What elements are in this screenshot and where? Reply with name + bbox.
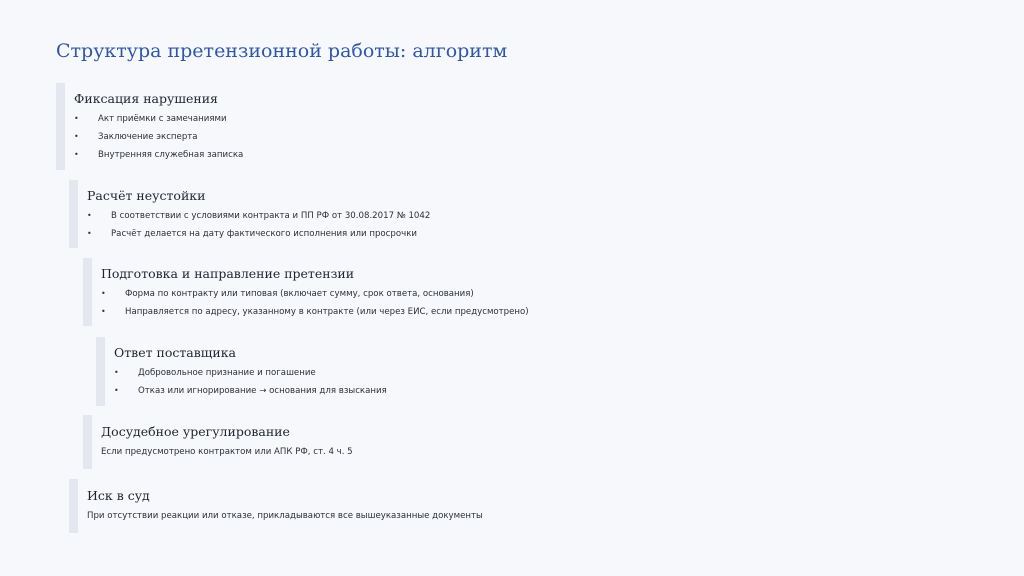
- step-heading: Ответ поставщика: [114, 345, 236, 360]
- step-heading: Фиксация нарушения: [74, 91, 218, 106]
- step-violation-recording: [56, 83, 243, 170]
- bullet-icon: •: [101, 289, 106, 298]
- step-penalty-calculation: [69, 180, 430, 248]
- bullet-icon: •: [101, 307, 106, 316]
- step-claim-preparation: [83, 258, 529, 326]
- step-list: [87, 207, 430, 243]
- list-item: • В соответствии с условиями контракта и ПП РФ от 30.08.2017 № 1042: [87, 207, 430, 225]
- list-item: • Акт приёмки с замечаниями: [74, 110, 243, 128]
- step-heading: Досудебное урегулирование: [101, 424, 290, 439]
- step-heading: Расчёт неустойки: [87, 188, 206, 203]
- step-pretrial-settlement: [83, 415, 353, 469]
- step-list: [114, 364, 387, 400]
- bullet-icon: •: [74, 132, 79, 141]
- bullet-icon: •: [87, 229, 92, 238]
- step-supplier-response: [96, 337, 387, 406]
- bullet-icon: •: [114, 386, 119, 395]
- page-title: Структура претензионной работы: алгоритм: [56, 40, 508, 62]
- bullet-icon: •: [74, 150, 79, 159]
- list-item: • Расчёт делается на дату фактического исполнения или просрочки: [87, 225, 430, 243]
- bullet-icon: •: [114, 368, 119, 377]
- list-item: • Отказ или игнорирование → основания для взыскания: [114, 382, 387, 400]
- list-item: • Заключение эксперта: [74, 128, 243, 146]
- step-description: Если предусмотрено контрактом или АПК РФ, ст. 4 ч. 5: [101, 447, 353, 457]
- step-court-claim: [69, 479, 483, 533]
- list-item: • Форма по контракту или типовая (включает сумму, срок ответа, основания): [101, 285, 529, 303]
- list-item: • Добровольное признание и погашение: [114, 364, 387, 382]
- list-item: • Направляется по адресу, указанному в контракте (или через ЕИС, если предусмотрено): [101, 303, 529, 321]
- bullet-icon: •: [87, 211, 92, 220]
- step-list: [74, 110, 243, 164]
- step-heading: Иск в суд: [87, 488, 150, 503]
- step-list: [101, 285, 529, 321]
- list-item: • Внутренняя служебная записка: [74, 146, 243, 164]
- step-description: При отсутствии реакции или отказе, прикладываются все вышеуказанные документы: [87, 511, 483, 521]
- bullet-icon: •: [74, 114, 79, 123]
- step-heading: Подготовка и направление претензии: [101, 266, 355, 281]
